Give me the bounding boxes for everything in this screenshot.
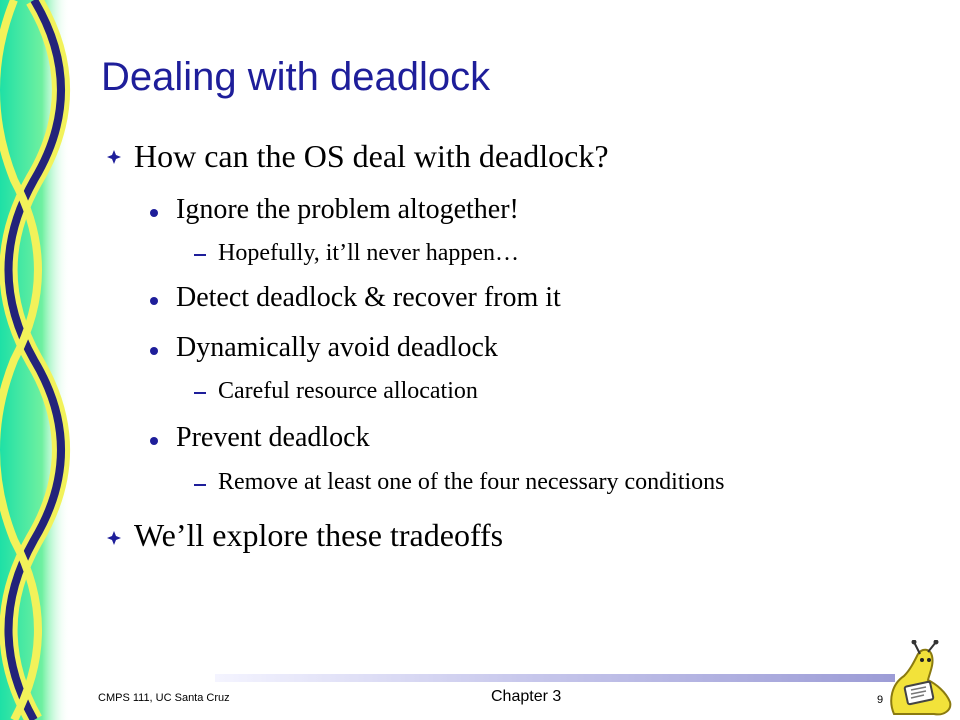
wave-border-decoration xyxy=(0,0,80,720)
bullet-level2: Prevent deadlock xyxy=(176,422,370,453)
diamond-bullet-icon xyxy=(107,150,121,164)
round-bullet-icon xyxy=(150,297,158,305)
bullet-level2: Detect deadlock & recover from it xyxy=(176,282,561,313)
bullet-level2: Dynamically avoid deadlock xyxy=(176,332,498,363)
bullet-level3: Careful resource allocation xyxy=(218,378,478,404)
banana-slug-logo xyxy=(884,640,956,718)
dash-bullet-icon xyxy=(194,392,206,394)
footer-chapter: Chapter 3 xyxy=(491,688,562,705)
round-bullet-icon xyxy=(150,437,158,445)
round-bullet-icon xyxy=(150,209,158,217)
bullet-level3: Hopefully, it’ll never happen… xyxy=(218,240,520,266)
round-bullet-icon xyxy=(150,347,158,355)
page-number: 9 xyxy=(877,694,884,706)
bullet-level1: How can the OS deal with deadlock? xyxy=(134,138,609,174)
footer-gradient-bar xyxy=(215,674,895,682)
bullet-level1: We’ll explore these tradeoffs xyxy=(134,517,504,553)
bullet-level3: Remove at least one of the four necessary conditions xyxy=(218,469,725,495)
slide-title: Dealing with deadlock xyxy=(101,55,491,99)
dash-bullet-icon xyxy=(194,254,206,256)
dash-bullet-icon xyxy=(194,484,206,486)
diamond-bullet-icon xyxy=(107,531,121,545)
footer-course: CMPS 111, UC Santa Cruz xyxy=(98,692,230,704)
bullet-level2: Ignore the problem altogether! xyxy=(176,194,519,225)
